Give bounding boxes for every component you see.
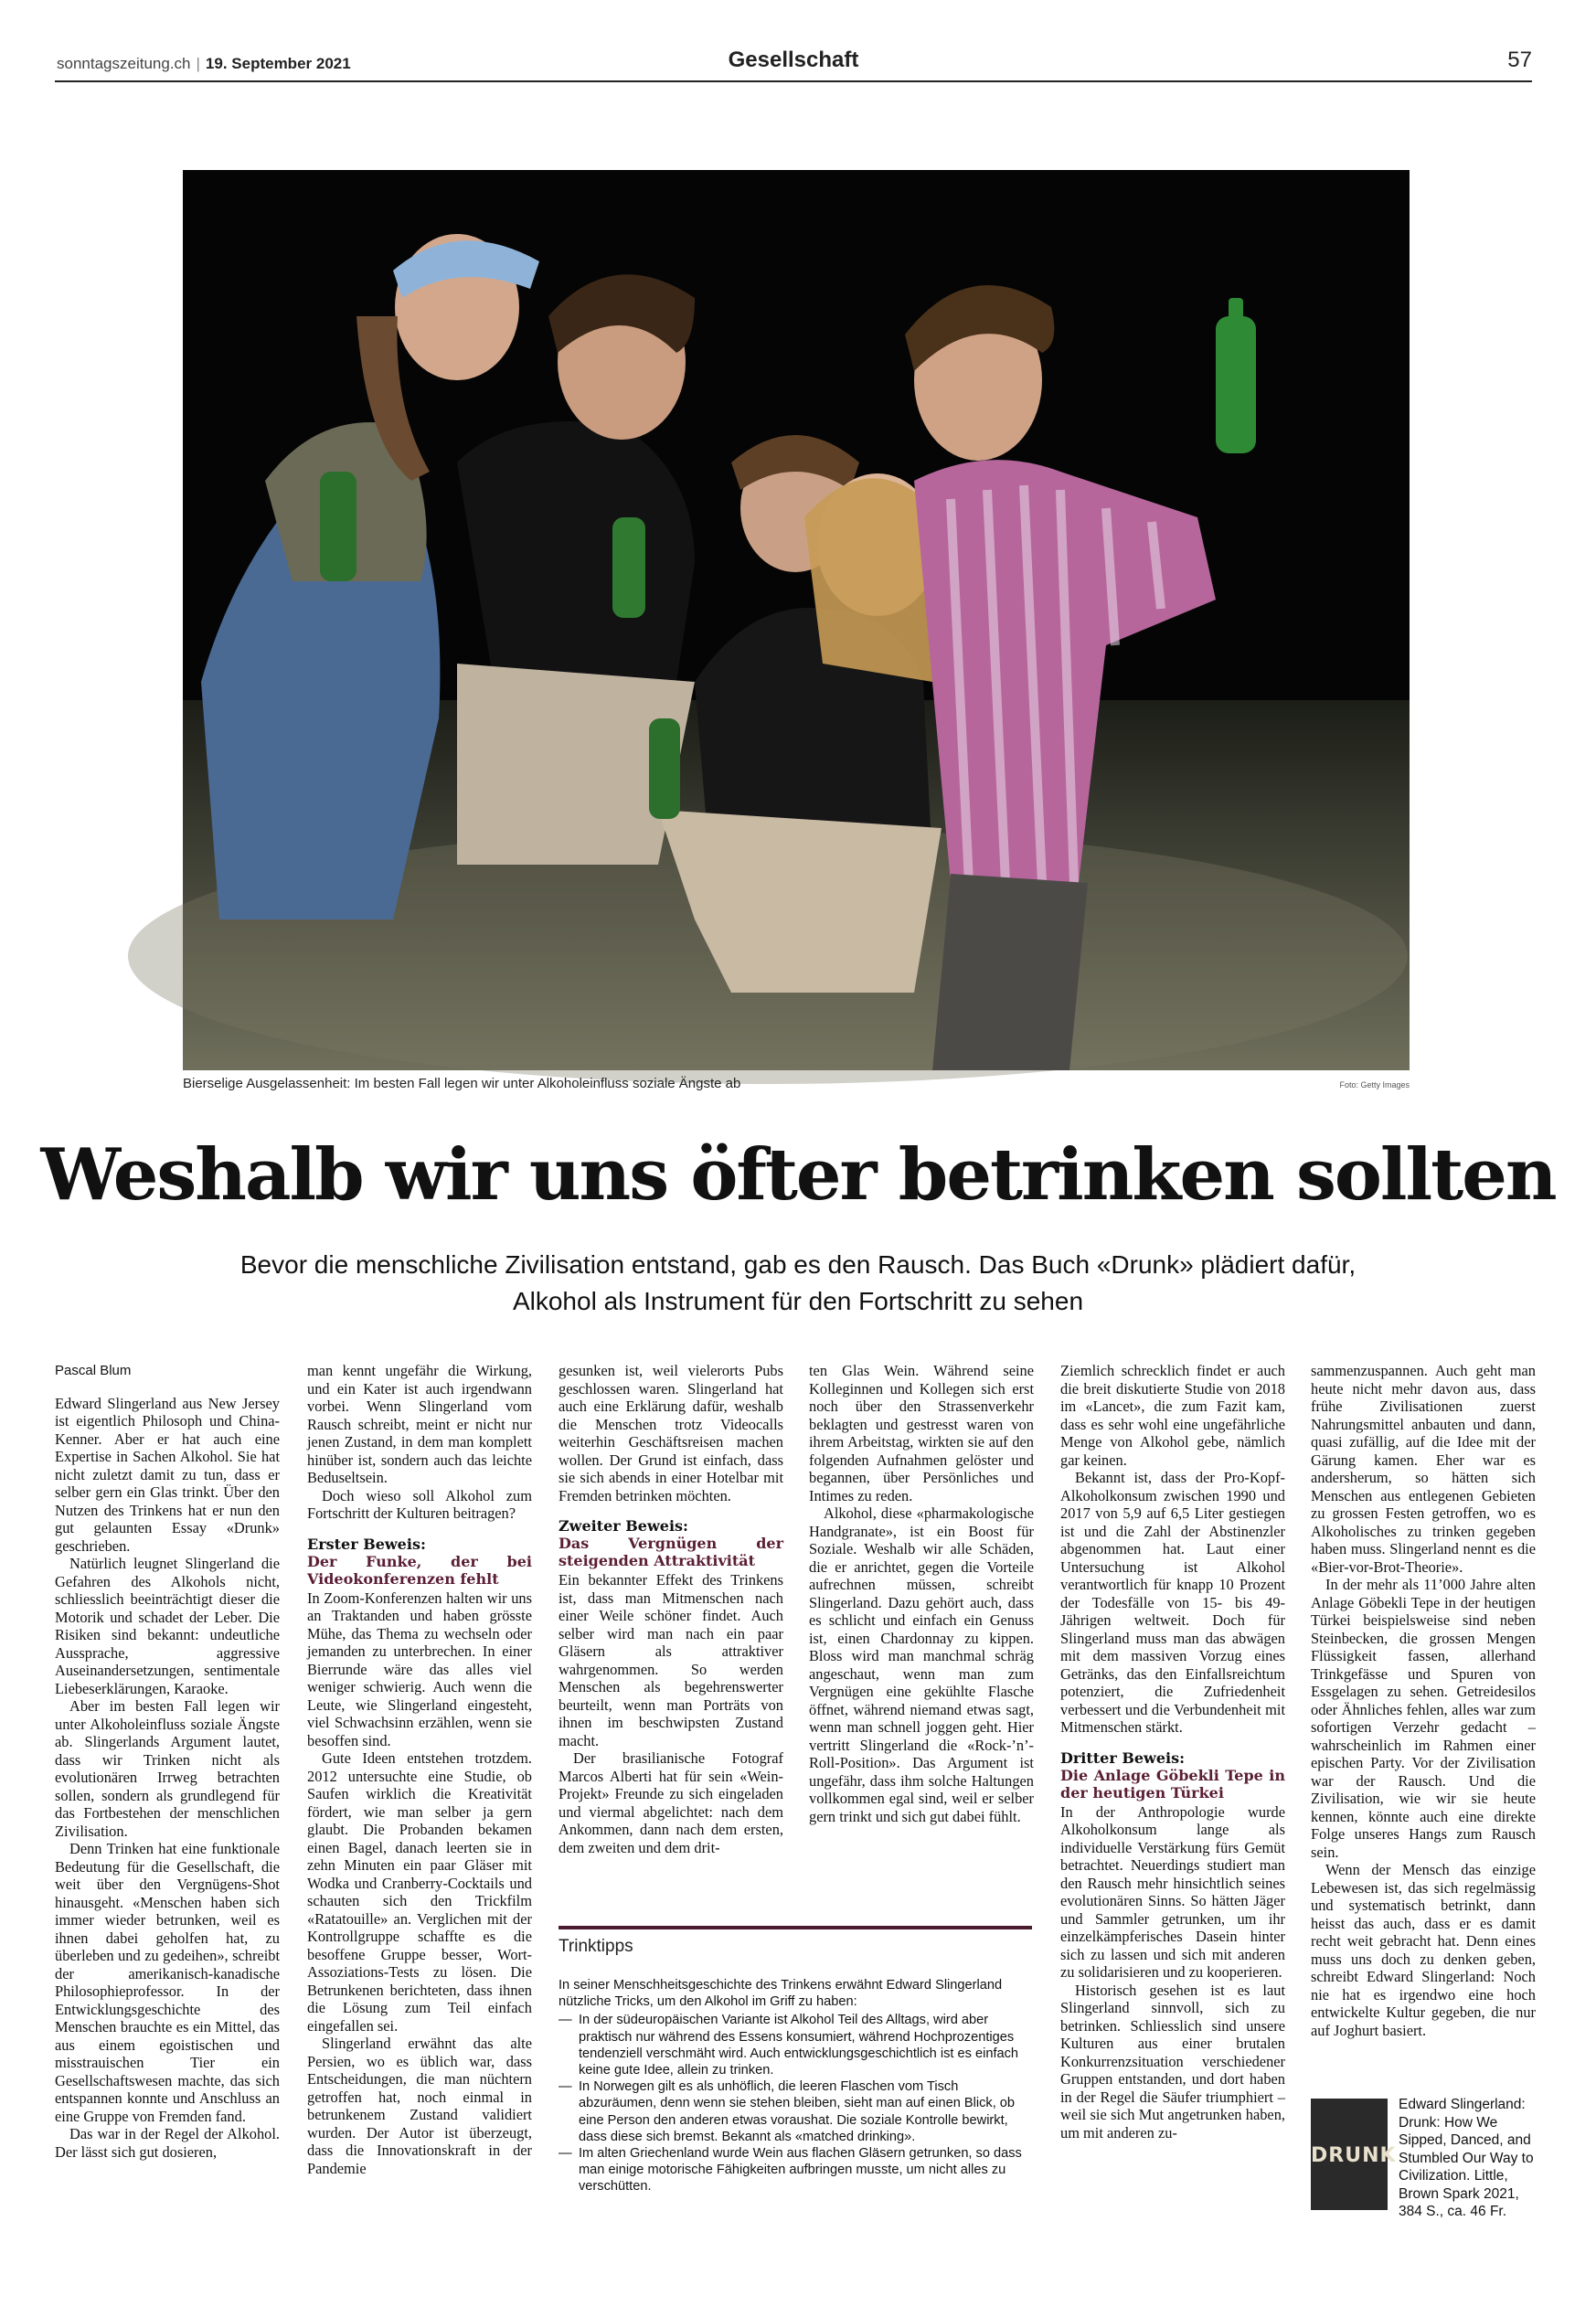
paragraph: Ein bekannter Effekt des Trinkens ist, dass man Mitmenschen nach einer Weile schöner findet. Auch selber wird man nach ein paar Gläsern als attraktiver wahrgenommen. So werden Menschen als begehrenswerter beurteilt, wenn man Porträts von ihnen im beschwipsten Zustand macht.: [559, 1571, 783, 1749]
subheading-label: Zweiter Beweis:: [559, 1517, 688, 1535]
issue-date: 19. September 2021: [205, 55, 351, 72]
section-title: Gesellschaft: [728, 48, 859, 72]
paragraph: gesunken ist, weil vielerorts Pubs geschlossen waren. Slingerland hat auch eine Erklärung dafür, weshalb die Menschen trotz Videocalls weiterhin Geschäftsreisen machen wollen. Der Grund ist einfach, dass sie sich abends in einer Hotelbar mit Fremden betrinken möchten.: [559, 1362, 783, 1504]
paragraph: ten Glas Wein. Während seine Kolleginnen und Kollegen sich erst noch über den Strassenverkehr beklagten und gestresst waren von ihrem Arbeitstag, wirkten sie auf den folgenden Aufnahmen gelöster und begannen, über Persönliches und Intimes zu reden.: [809, 1362, 1034, 1504]
paragraph: Doch wieso soll Alkohol zum Fortschritt der Kulturen beitragen?: [307, 1486, 532, 1522]
article-lead: [183, 1247, 1413, 1320]
paragraph: Edward Slingerland aus New Jersey ist eigentlich Philosoph und China-Kenner. Aber er hat auch eine Expertise in Sachen Alkohol. Sie hat nicht zuletzt damit zu tun, dass er selber gern ein Glas trinkt. Über den Nutzen des Trinkens hat er nun den gut gelaunten Essay «Drunk» geschrieben.: [55, 1394, 280, 1555]
article-headline: Weshalb wir uns öfter betrinken sollten: [40, 1133, 1556, 1217]
list-item: — Im alten Griechenland wurde Wein aus flachen Gläsern getrunken, so dass man einige motorische Fähigkeiten aufbringen musste, um nicht alles zu verschütten.: [559, 2145, 1032, 2195]
site-name[interactable]: sonntagszeitung.ch: [57, 55, 191, 72]
text-column-3: [559, 1362, 783, 1856]
tips-box-title: Trinktipps: [559, 1937, 633, 1956]
subheading-second-proof: [559, 1517, 783, 1569]
author-byline: Pascal Blum: [55, 1363, 132, 1378]
book-cover: [1311, 2099, 1397, 2210]
tips-box-intro: In seiner Menschheitsgeschichte des Trinkens erwähnt Edward Slingerland nützliche Tricks, um den Alkohol im Griff zu haben:: [559, 1978, 1003, 2010]
paragraph: Gute Ideen entstehen trotzdem. 2012 untersuchte eine Studie, ob Saufen wirklich die Kreativität fördert, wie man selber ja gern glaubt. Die Probanden bekamen einen Bagel, danach leerten sie in zehn Minuten ein paar Gläser mit Wodka und Cranberry-Cocktails und schauten sich den Trickfilm «Ratatouille» an. Verglichen mit der Kontrollgruppe schaffte es die besoffene Gruppe besser, Wort-Assoziations-Tests zu lösen. Die Betrunkenen berichteten, dass ihnen die Lösung zum Teil einfach eingefallen sei.: [307, 1749, 532, 2035]
subheading-text: Die Anlage Göbekli Tepe in der heutigen Türkei: [1060, 1766, 1285, 1802]
subheading-label: Dritter Beweis:: [1060, 1748, 1185, 1767]
subheading-text: Der Funke, der bei Videokonferenzen fehlt: [307, 1552, 532, 1588]
paragraph: Denn Trinken hat eine funktionale Bedeutung für die Gesellschaft, die weit über den Vergnügens-Shot hinausgeht. «Menschen haben sich immer wieder betrunken, weil es ihnen dabei geholfen hat, zu überleben und zu gedeihen», schreibt der amerikanisch-kanadische Philosophieprofessor. In der Entwicklungsgeschichte des Menschen brauchte es ein Mittel, das aus einem egoistischen und misstrauischen Tier ein Gesellschaftswesen machte, das sich entspannen konnte und Anschluss an eine Gruppe von Fremden fand.: [55, 1840, 280, 2125]
text-column-1: [55, 1362, 280, 2161]
paragraph: Wenn der Mensch das einzige Lebewesen ist, das sich regelmässig und systematisch betrinkt, dann heisst das auch, dass er es damit recht weit gebracht hat. Denn eines muss uns doch zu denken geben, schreibt Edward Slingerland: Noch nie hat es irgendwo eine hoch entwickelte Kultur gegeben, die nur auf Joghurt basiert.: [1311, 1861, 1536, 2039]
lead-line-1: Bevor die menschliche Zivilisation entstand, gab es den Rausch. Das Buch «Drunk» plädiert dafür,: [239, 1250, 1357, 1279]
header-separator: |: [196, 55, 200, 72]
paragraph: Bekannt ist, dass der Pro-Kopf-Alkoholkonsum zwischen 1990 und 2017 von 5,9 auf 6,5 Liter gestiegen ist und die Zahl der Abstinenzler abgenommen hat. Laut einer Untersuchung ist Alkohol verantwortlich für knapp 10 Prozent der Todesfälle von 15- bis 49-Jährigen weltweit. Doch für Slingerland muss man das abwägen mit dem massiven Vorzug eines Getränks, das den Einfallsreichtum potenziert, die Zufriedenheit verbessert und die Verbundenheit mit Mitmenschen stärkt.: [1060, 1469, 1285, 1736]
subheading-label: Erster Beweis:: [307, 1535, 426, 1553]
text-column-2: [307, 1362, 532, 2177]
page-header: [55, 48, 1532, 82]
paragraph: Natürlich leugnet Slingerland die Gefahren des Alkohols nicht, schliesslich beeinträchtigt dieser die Motorik und schadet der Leber. Die Risiken sind bekannt: undeutliche Aussprache, aggressive Auseinandersetzungen, sentimentale Liebeserklärungen, Karaoke.: [55, 1555, 280, 1697]
page-number: 57: [1507, 48, 1532, 72]
paragraph: Slingerland erwähnt das alte Persien, wo es üblich war, dass Entscheidungen, die man nüchtern getroffen hat, noch einmal in betrunkenem Zustand validiert wurden. Der Autor ist überzeugt, dass die Innovationskraft in der Pandemie: [307, 2035, 532, 2177]
paragraph: Der brasilianische Fotograf Marcos Alberti hat für sein «Wein-Projekt» Freunde zu sich eingeladen und viermal abgelichtet: nach dem Ankommen, dann nach dem ersten, dem zweiten und dem drit-: [559, 1749, 783, 1856]
tips-box: [559, 1926, 1032, 2195]
text-column-4: [809, 1362, 1034, 1825]
paragraph: In der Anthropologie wurde Alkoholkonsum lange als individuelle Verstärkung fürs Gemüt betrachtet. Neuerdings studiert man den Rausch mehr hinsichtlich seines evolutionären Sinns. So hätten Jäger und Sammler getrunken, um ihr einzelkämpferisches Dasein hinter sich zu lassen und sich mit anderen zu solidarisieren und zu kooperieren.: [1060, 1802, 1285, 1981]
subheading-text: Das Vergnügen der steigenden Attraktivität: [559, 1535, 783, 1569]
book-info: Edward Slingerland: Drunk: How We Sipped, Danced, and Stumbled Our Way to Civilization. Little, Brown Spark 2021, 384 S., ca. 46 Fr.: [1399, 2097, 1534, 2219]
subheading-third-proof: [1060, 1749, 1285, 1802]
list-item: — In Norwegen gilt es als unhöflich, die leeren Flaschen vom Tisch abzuräumen, denn wenn sie stehen bleiben, sieht man auf einen Blick, ob eine Person den anderen etwas voraushat. Die soziale Kontrolle bewirkt, dass diese sich bremst. Bekannt als «matched drinking».: [559, 2078, 1032, 2145]
paragraph: man kennt ungefähr die Wirkung, und ein Kater ist auch irgendwann vorbei. Wenn Slingerland vom Rausch schreibt, meint er nicht nur jenen Zustand, in dem man komplett hinüber ist, sondern auch das leichte Beduseltsein.: [307, 1362, 532, 1486]
article-photo: [183, 170, 1410, 1070]
lead-line-2: Alkohol als Instrument für den Fortschritt zu sehen: [512, 1287, 1084, 1315]
subheading-first-proof: [307, 1536, 532, 1588]
paragraph: In Zoom-Konferenzen halten wir uns an Traktanden und haben grösste Mühe, das Thema zu wechseln oder jemanden zu unterbrechen. In einer Bierrunde wäre das alles viel weniger schwierig. Auch wenn die Leute, wie Slingerland eingesteht, viel Schwachsinn erzählen, wenn sie besoffen sind.: [307, 1589, 532, 1749]
text-column-6: [1311, 1362, 1536, 2039]
list-item: — In der südeuropäischen Variante ist Alkohol Teil des Alltags, wird aber praktisch nur während des Essens konsumiert, während Hochprozentiges tendenziell verschmäht wird. Auch entwicklungsgeschichtlich ist es einfach keine gute Idee, allein zu trinken.: [559, 2012, 1032, 2078]
photo-credit: Foto: Getty Images: [1339, 1080, 1410, 1089]
paragraph: sammenzuspannen. Auch geht man heute nicht mehr davon aus, dass frühe Zivilisationen zuerst Nahrungsmittel anbauten und dann, quasi zufällig, auf die Idee mit der Gärung kamen. Eher war es andersherum, so hätten sich Menschen aus entlegenen Gebieten zu grossen Festen getroffen, wo es Alkoholisches zu trinken gegeben haben muss. Slingerland nennt es die «Bier-vor-Brot-Theorie».: [1311, 1362, 1536, 1576]
photo-caption: Bierselige Ausgelassenheit: Im besten Fall legen wir unter Alkoholeinfluss soziale Ängste ab: [183, 1076, 741, 1091]
paragraph: In der mehr als 11’000 Jahre alten Anlage Göbekli Tepe in der heutigen Türkei beispielsweise sind neben Steinbecken, die grossen Mengen Flüssigkeit fassen, allerhand Trinkgefässe und Spuren von Essgelagen zu sehen. Getreidesilos oder Ähnliches fehlen, alles war zum sofortigen Verzehr gedacht – wahrscheinlich im Rahmen einer epischen Party. Vor der Zivilisation war der Rausch. Und die Zivilisation, wie wir sie heute kennen, könnte auch eine direkte Folge unseres Hangs zum Rausch sein.: [1311, 1576, 1536, 1861]
paragraph: Aber im besten Fall legen wir unter Alkoholeinfluss soziale Ängste ab. Slingerlands Argument lautet, dass wir Trinken nicht als evolutionären Irrweg betrachten sollen, sondern als grundlegend für das Fortbestehen der menschlichen Zivilisation.: [55, 1697, 280, 1840]
text-column-5: [1060, 1362, 1285, 2142]
party-photo-illustration: [183, 170, 1410, 1070]
paragraph: Alkohol, diese «pharmakologische Handgranate», ist ein Boost für Soziale. Weshalb wir alle Schäden, die er anrichtet, gegen die Vorteile aufrechnen müssen, schreibt Slingerland. Dazu gehört auch, dass es schlicht und einfach ein Genuss ist, einen Chardonnay zu kippen. Bloss wird man manchmal schräg angeschaut, wenn man zum Vergnügen eine gekühlte Flasche öffnet, während niemand etwas sagt, wenn man schnell joggen geht. Hier vertritt Slingerland die «Rock-’n’-Roll-Position». Das Argument ist ungefähr, dass ihm solche Haltungen vollkommen egal sind, weil er selber gern trinkt und sich gut dabei fühlt.: [809, 1504, 1034, 1825]
paragraph: Ziemlich schrecklich findet er auch die breit diskutierte Studie von 2018 im «Lancet», die zum Fazit kam, dass es sehr wohl eine ungefährliche Menge von Alkohol gebe, nämlich gar keinen.: [1060, 1362, 1285, 1469]
tips-list: [559, 2012, 1032, 2195]
book-cover-title: DRUNK: [1311, 2144, 1397, 2167]
paragraph: Historisch gesehen ist es laut Slingerland sinnvoll, sich zu betrinken. Schliesslich sind unsere Kulturen aus einer brutalen Konkurrenzsituation verschiedener Gruppen entstanden, und dort haben in der Regel die Säufer triumphiert – weil sie sich Mut angetrunken haben, um mit anderen zu-: [1060, 1981, 1285, 2142]
paragraph: Das war in der Regel der Alkohol. Der lässt sich gut dosieren,: [55, 2125, 280, 2161]
